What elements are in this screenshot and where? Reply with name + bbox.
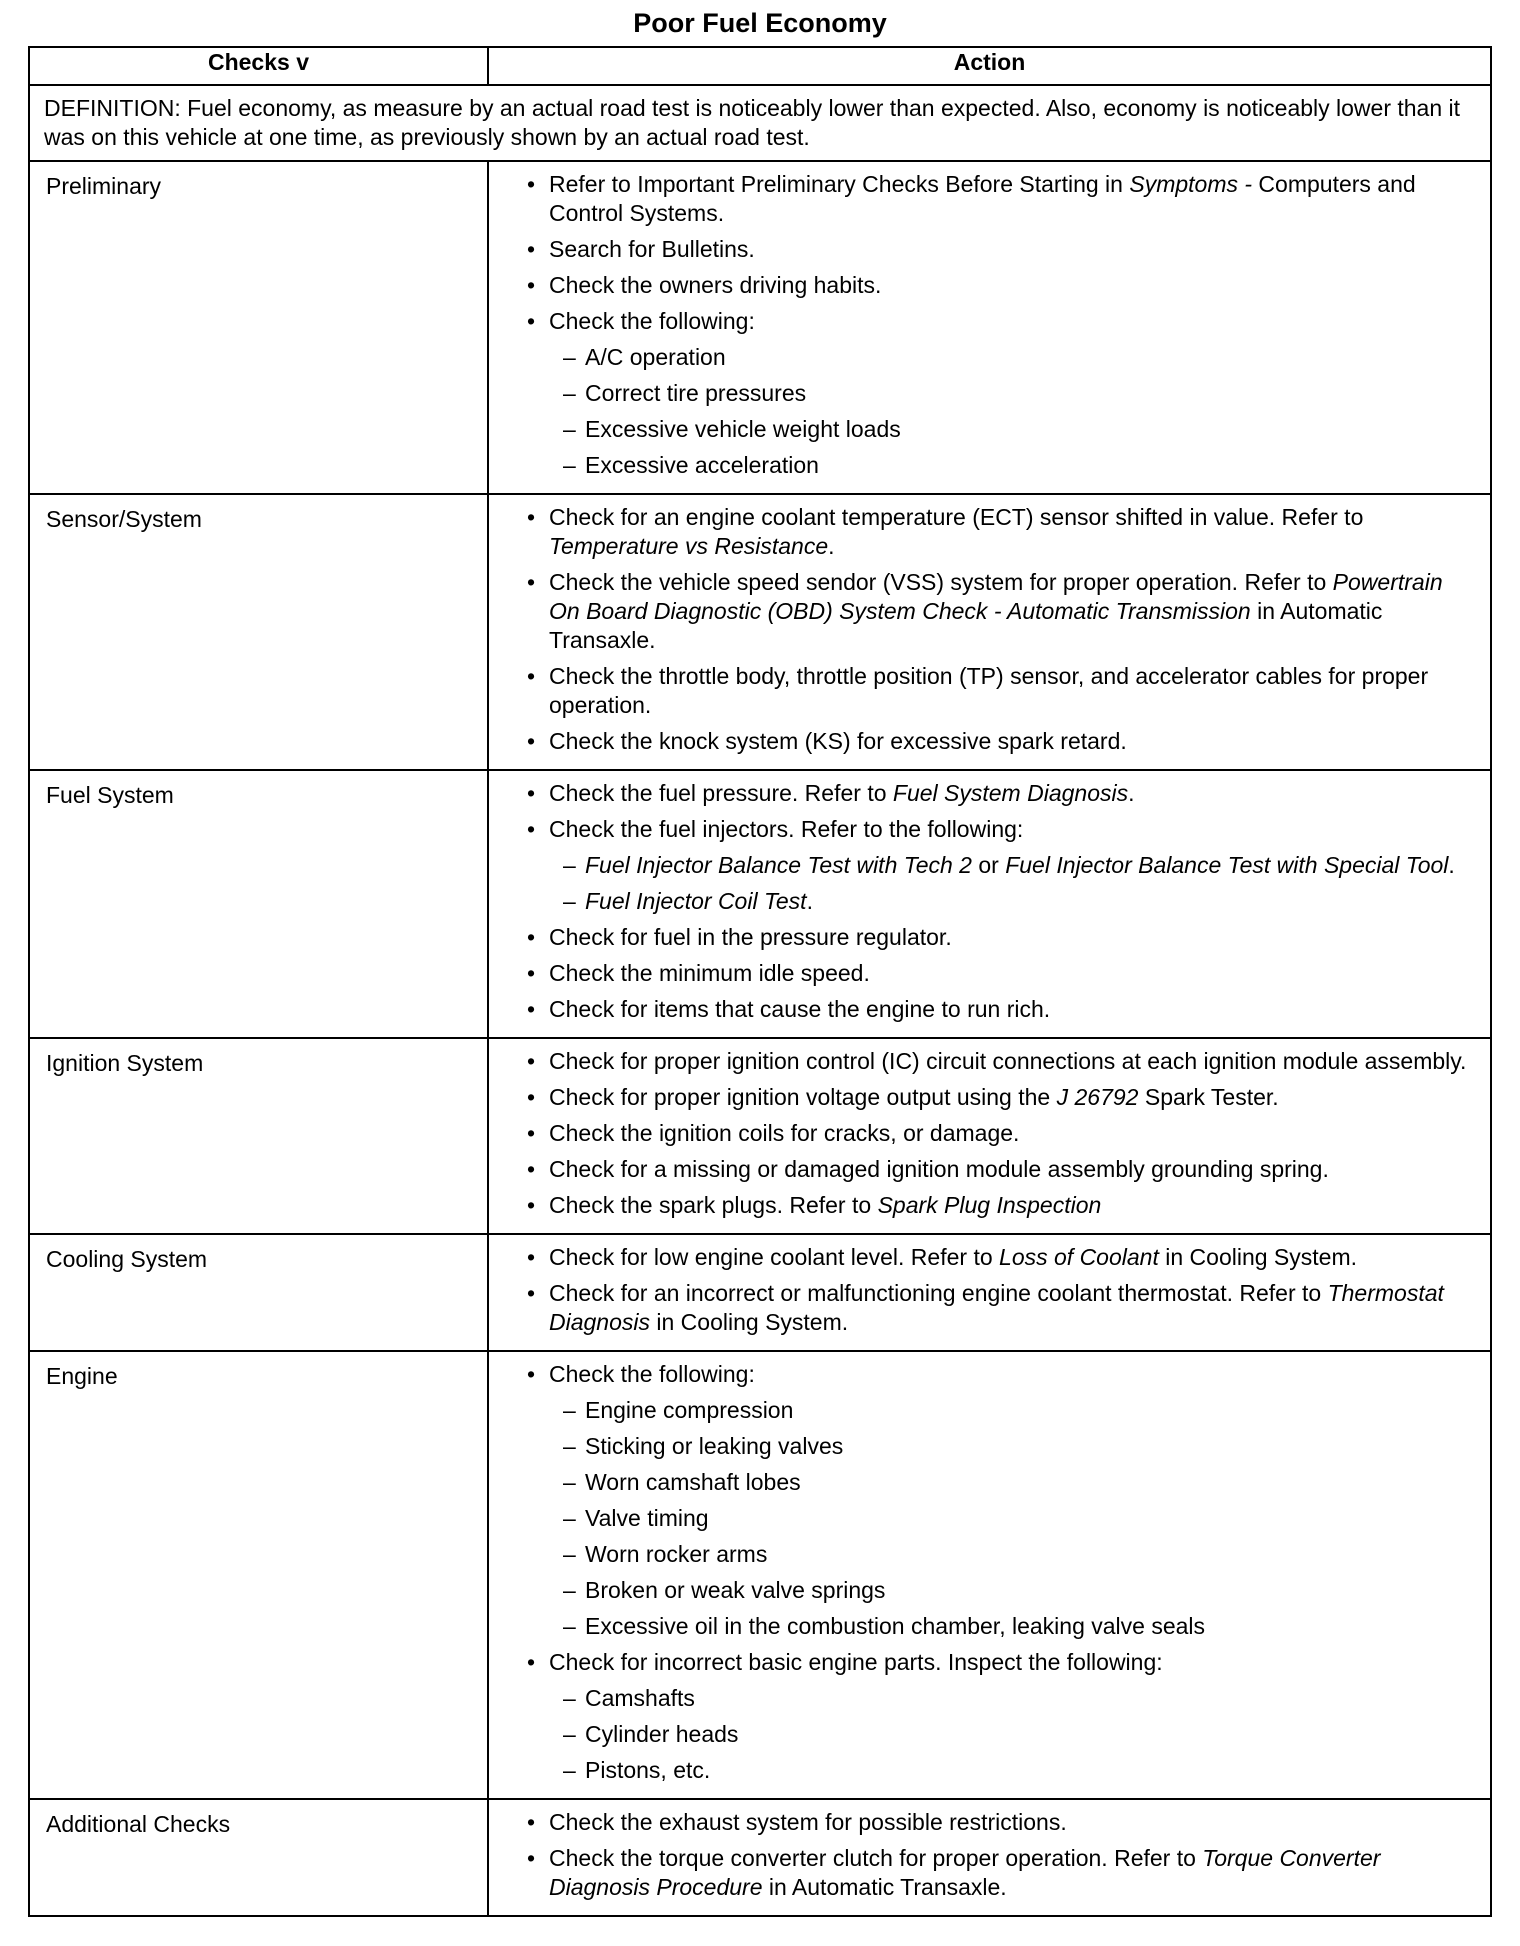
- action-text: in Cooling System.: [650, 1309, 849, 1335]
- action-item-text: [549, 1243, 1476, 1272]
- check-category: Preliminary: [29, 161, 488, 494]
- action-item: [523, 1047, 1476, 1076]
- sub-item: [549, 1468, 1476, 1497]
- table-row-cooling-system: [29, 1234, 1491, 1351]
- check-category: Fuel System: [29, 770, 488, 1038]
- reference-text: Spark Plug Inspection: [877, 1192, 1102, 1218]
- action-text: Check the knock system (KS) for excessive spark retard.: [549, 728, 1127, 754]
- action-list: [523, 1047, 1476, 1220]
- diagnostic-table: [28, 46, 1492, 1917]
- action-text: Valve timing: [585, 1505, 709, 1531]
- action-item-text: [549, 503, 1476, 561]
- action-item-text: [549, 1191, 1476, 1220]
- sub-item: [549, 1576, 1476, 1605]
- sub-item: [549, 1540, 1476, 1569]
- action-item: [523, 727, 1476, 756]
- action-text: Computers and Control Systems.: [549, 171, 1416, 226]
- reference-text: Torque Converter Diagnosis Procedure: [549, 1845, 1381, 1900]
- action-text: A/C operation: [585, 344, 726, 370]
- action-cell: [488, 1038, 1491, 1234]
- action-text: Refer to Important Preliminary Checks Before Starting in: [549, 171, 1130, 197]
- reference-text: Fuel Injector Balance Test with Tech 2: [585, 852, 972, 878]
- action-item-text: [549, 307, 1476, 336]
- action-item: [523, 1155, 1476, 1184]
- action-text: Camshafts: [585, 1685, 695, 1711]
- sub-item: [549, 1504, 1476, 1533]
- action-item: [523, 1279, 1476, 1337]
- reference-text: Fuel Injector Balance Test with Special Tool: [1005, 852, 1449, 878]
- reference-text: Loss of Coolant: [999, 1244, 1159, 1270]
- action-text: Check the following:: [549, 1361, 755, 1387]
- action-text: Check the ignition coils for cracks, or damage.: [549, 1120, 1020, 1146]
- action-cell: [488, 1799, 1491, 1916]
- reference-text: Symptoms -: [1129, 171, 1253, 197]
- action-item-text: [549, 1808, 1476, 1837]
- reference-text: Temperature vs Resistance: [549, 533, 829, 559]
- definition-text: DEFINITION: Fuel economy, as measure by an actual road test is noticeably lower than expected. Also, economy is noticeably lower than it was on this vehicle at one time, as previously shown by an actual road test.: [29, 85, 1491, 161]
- action-text: Check for proper ignition voltage output using the: [549, 1084, 1057, 1110]
- check-category: Sensor/System: [29, 494, 488, 770]
- table-row-sensor-system: [29, 494, 1491, 770]
- action-item-text: [549, 1083, 1476, 1112]
- action-item: [523, 235, 1476, 264]
- table-body: [29, 85, 1491, 1916]
- action-text: Check the exhaust system for possible restrictions.: [549, 1809, 1067, 1835]
- action-column-header: Action: [488, 47, 1491, 85]
- action-text: Search for Bulletins.: [549, 236, 755, 262]
- action-item: [523, 307, 1476, 480]
- page-title: Poor Fuel Economy: [633, 8, 887, 38]
- action-item: [523, 662, 1476, 720]
- action-item-text: [549, 662, 1476, 720]
- action-item-text: [549, 779, 1476, 808]
- action-text: Excessive oil in the combustion chamber, leaking valve seals: [585, 1613, 1206, 1639]
- action-item-text: [549, 959, 1476, 988]
- table-row-fuel-system: [29, 770, 1491, 1038]
- action-item: [523, 170, 1476, 228]
- action-text: Excessive acceleration: [585, 452, 819, 478]
- action-text: Check for proper ignition control (IC) circuit connections at each ignition module assembly.: [549, 1048, 1467, 1074]
- action-cell: [488, 1351, 1491, 1799]
- sub-item: [549, 415, 1476, 444]
- action-item-text: [549, 1360, 1476, 1389]
- action-text: Check for fuel in the pressure regulator.: [549, 924, 952, 950]
- action-text: Check the spark plugs. Refer to: [549, 1192, 878, 1218]
- action-text: Correct tire pressures: [585, 380, 807, 406]
- action-item-text: [549, 271, 1476, 300]
- action-cell: [488, 1234, 1491, 1351]
- action-item: [523, 995, 1476, 1024]
- action-item: [523, 923, 1476, 952]
- action-text: .: [1128, 780, 1135, 806]
- table-row-ignition-system: [29, 1038, 1491, 1234]
- action-text: Worn rocker arms: [585, 1541, 768, 1567]
- sub-item: [549, 1720, 1476, 1749]
- action-text: Pistons, etc.: [585, 1757, 711, 1783]
- action-text: Cylinder heads: [585, 1721, 739, 1747]
- action-text: Check for incorrect basic engine parts. Inspect the following:: [549, 1649, 1163, 1675]
- action-list: [523, 1243, 1476, 1337]
- sub-item: [549, 1612, 1476, 1641]
- check-category: Engine: [29, 1351, 488, 1799]
- action-item: [523, 1844, 1476, 1902]
- action-item-text: [549, 815, 1476, 844]
- action-item: [523, 815, 1476, 916]
- action-item: [523, 1191, 1476, 1220]
- action-text: Check the vehicle speed sendor (VSS) system for proper operation. Refer to: [549, 569, 1333, 595]
- action-item: [523, 1243, 1476, 1272]
- action-text: Check the torque converter clutch for proper operation. Refer to: [549, 1845, 1203, 1871]
- reference-text: Fuel Injector Coil Test: [585, 888, 807, 914]
- action-text: Sticking or leaking valves: [585, 1433, 844, 1459]
- reference-text: Thermostat Diagnosis: [549, 1280, 1444, 1335]
- action-text: Excessive vehicle weight loads: [585, 416, 901, 442]
- action-item-text: [549, 1844, 1476, 1902]
- action-text: Check the owners driving habits.: [549, 272, 882, 298]
- action-text: Check for low engine coolant level. Refer to: [549, 1244, 1000, 1270]
- action-text: or: [971, 852, 1006, 878]
- action-item: [523, 959, 1476, 988]
- action-text: Check the fuel injectors. Refer to the following:: [549, 816, 1024, 842]
- action-cell: [488, 770, 1491, 1038]
- action-text: Spark Tester.: [1138, 1084, 1279, 1110]
- sub-item: [549, 1756, 1476, 1785]
- action-text: Check the fuel pressure. Refer to: [549, 780, 893, 806]
- action-list: [523, 1360, 1476, 1785]
- sub-item: [549, 1396, 1476, 1425]
- action-item: [523, 503, 1476, 561]
- action-text: Engine compression: [585, 1397, 794, 1423]
- action-text: Broken or weak valve springs: [585, 1577, 886, 1603]
- action-item: [523, 1648, 1476, 1785]
- action-item-text: [549, 170, 1476, 228]
- action-text: Check the following:: [549, 308, 755, 334]
- action-text: Check the minimum idle speed.: [549, 960, 870, 986]
- action-item: [523, 1119, 1476, 1148]
- action-item-text: [549, 1047, 1476, 1076]
- action-item-text: [549, 1279, 1476, 1337]
- check-category: Cooling System: [29, 1234, 488, 1351]
- action-item: [523, 568, 1476, 655]
- action-text: Check for items that cause the engine to run rich.: [549, 996, 1051, 1022]
- action-text: Check for an incorrect or malfunctioning engine coolant thermostat. Refer to: [549, 1280, 1328, 1306]
- action-item: [523, 1360, 1476, 1641]
- action-list: [523, 503, 1476, 756]
- action-text: Worn camshaft lobes: [585, 1469, 801, 1495]
- reference-text: J 26792: [1056, 1084, 1139, 1110]
- action-list: [523, 779, 1476, 1024]
- action-item-text: [549, 727, 1476, 756]
- action-item: [523, 1808, 1476, 1837]
- sub-item: [549, 851, 1476, 880]
- action-cell: [488, 494, 1491, 770]
- action-item: [523, 271, 1476, 300]
- table-row-additional-checks: [29, 1799, 1491, 1916]
- action-item: [523, 1083, 1476, 1112]
- action-item-text: [549, 1648, 1476, 1677]
- action-text: .: [806, 888, 813, 914]
- checks-column-header: Checks v: [29, 47, 488, 85]
- action-item-text: [549, 995, 1476, 1024]
- sub-item: [549, 1432, 1476, 1461]
- check-category: Additional Checks: [29, 1799, 488, 1916]
- action-item-text: [549, 1155, 1476, 1184]
- sub-item: [549, 1684, 1476, 1713]
- reference-text: Fuel System Diagnosis: [892, 780, 1129, 806]
- action-text: in Automatic Transaxle.: [762, 1874, 1007, 1900]
- action-item-text: [549, 568, 1476, 655]
- table-header-row: [29, 47, 1491, 85]
- action-item-text: [549, 1119, 1476, 1148]
- action-text: in Automatic Transaxle.: [549, 598, 1383, 653]
- action-text: Check for a missing or damaged ignition module assembly grounding spring.: [549, 1156, 1329, 1182]
- action-list: [523, 1808, 1476, 1902]
- action-item: [523, 779, 1476, 808]
- action-list: [523, 170, 1476, 480]
- action-item-text: [549, 923, 1476, 952]
- action-cell: [488, 161, 1491, 494]
- sub-item: [549, 379, 1476, 408]
- table-row-engine: [29, 1351, 1491, 1799]
- sub-item: [549, 451, 1476, 480]
- action-text: Check for an engine coolant temperature (ECT) sensor shifted in value. Refer to: [549, 504, 1364, 530]
- action-text: .: [828, 533, 835, 559]
- sub-item: [549, 887, 1476, 916]
- definition-row: [29, 85, 1491, 161]
- sub-item: [549, 343, 1476, 372]
- action-text: .: [1448, 852, 1455, 878]
- action-text: in Cooling System.: [1158, 1244, 1357, 1270]
- check-category: Ignition System: [29, 1038, 488, 1234]
- action-text: Check the throttle body, throttle position (TP) sensor, and accelerator cables for proper operation.: [549, 663, 1429, 718]
- action-item-text: [549, 235, 1476, 264]
- reference-text: Powertrain On Board Diagnostic (OBD) System Check - Automatic Transmission: [549, 569, 1443, 624]
- table-row-preliminary: [29, 161, 1491, 494]
